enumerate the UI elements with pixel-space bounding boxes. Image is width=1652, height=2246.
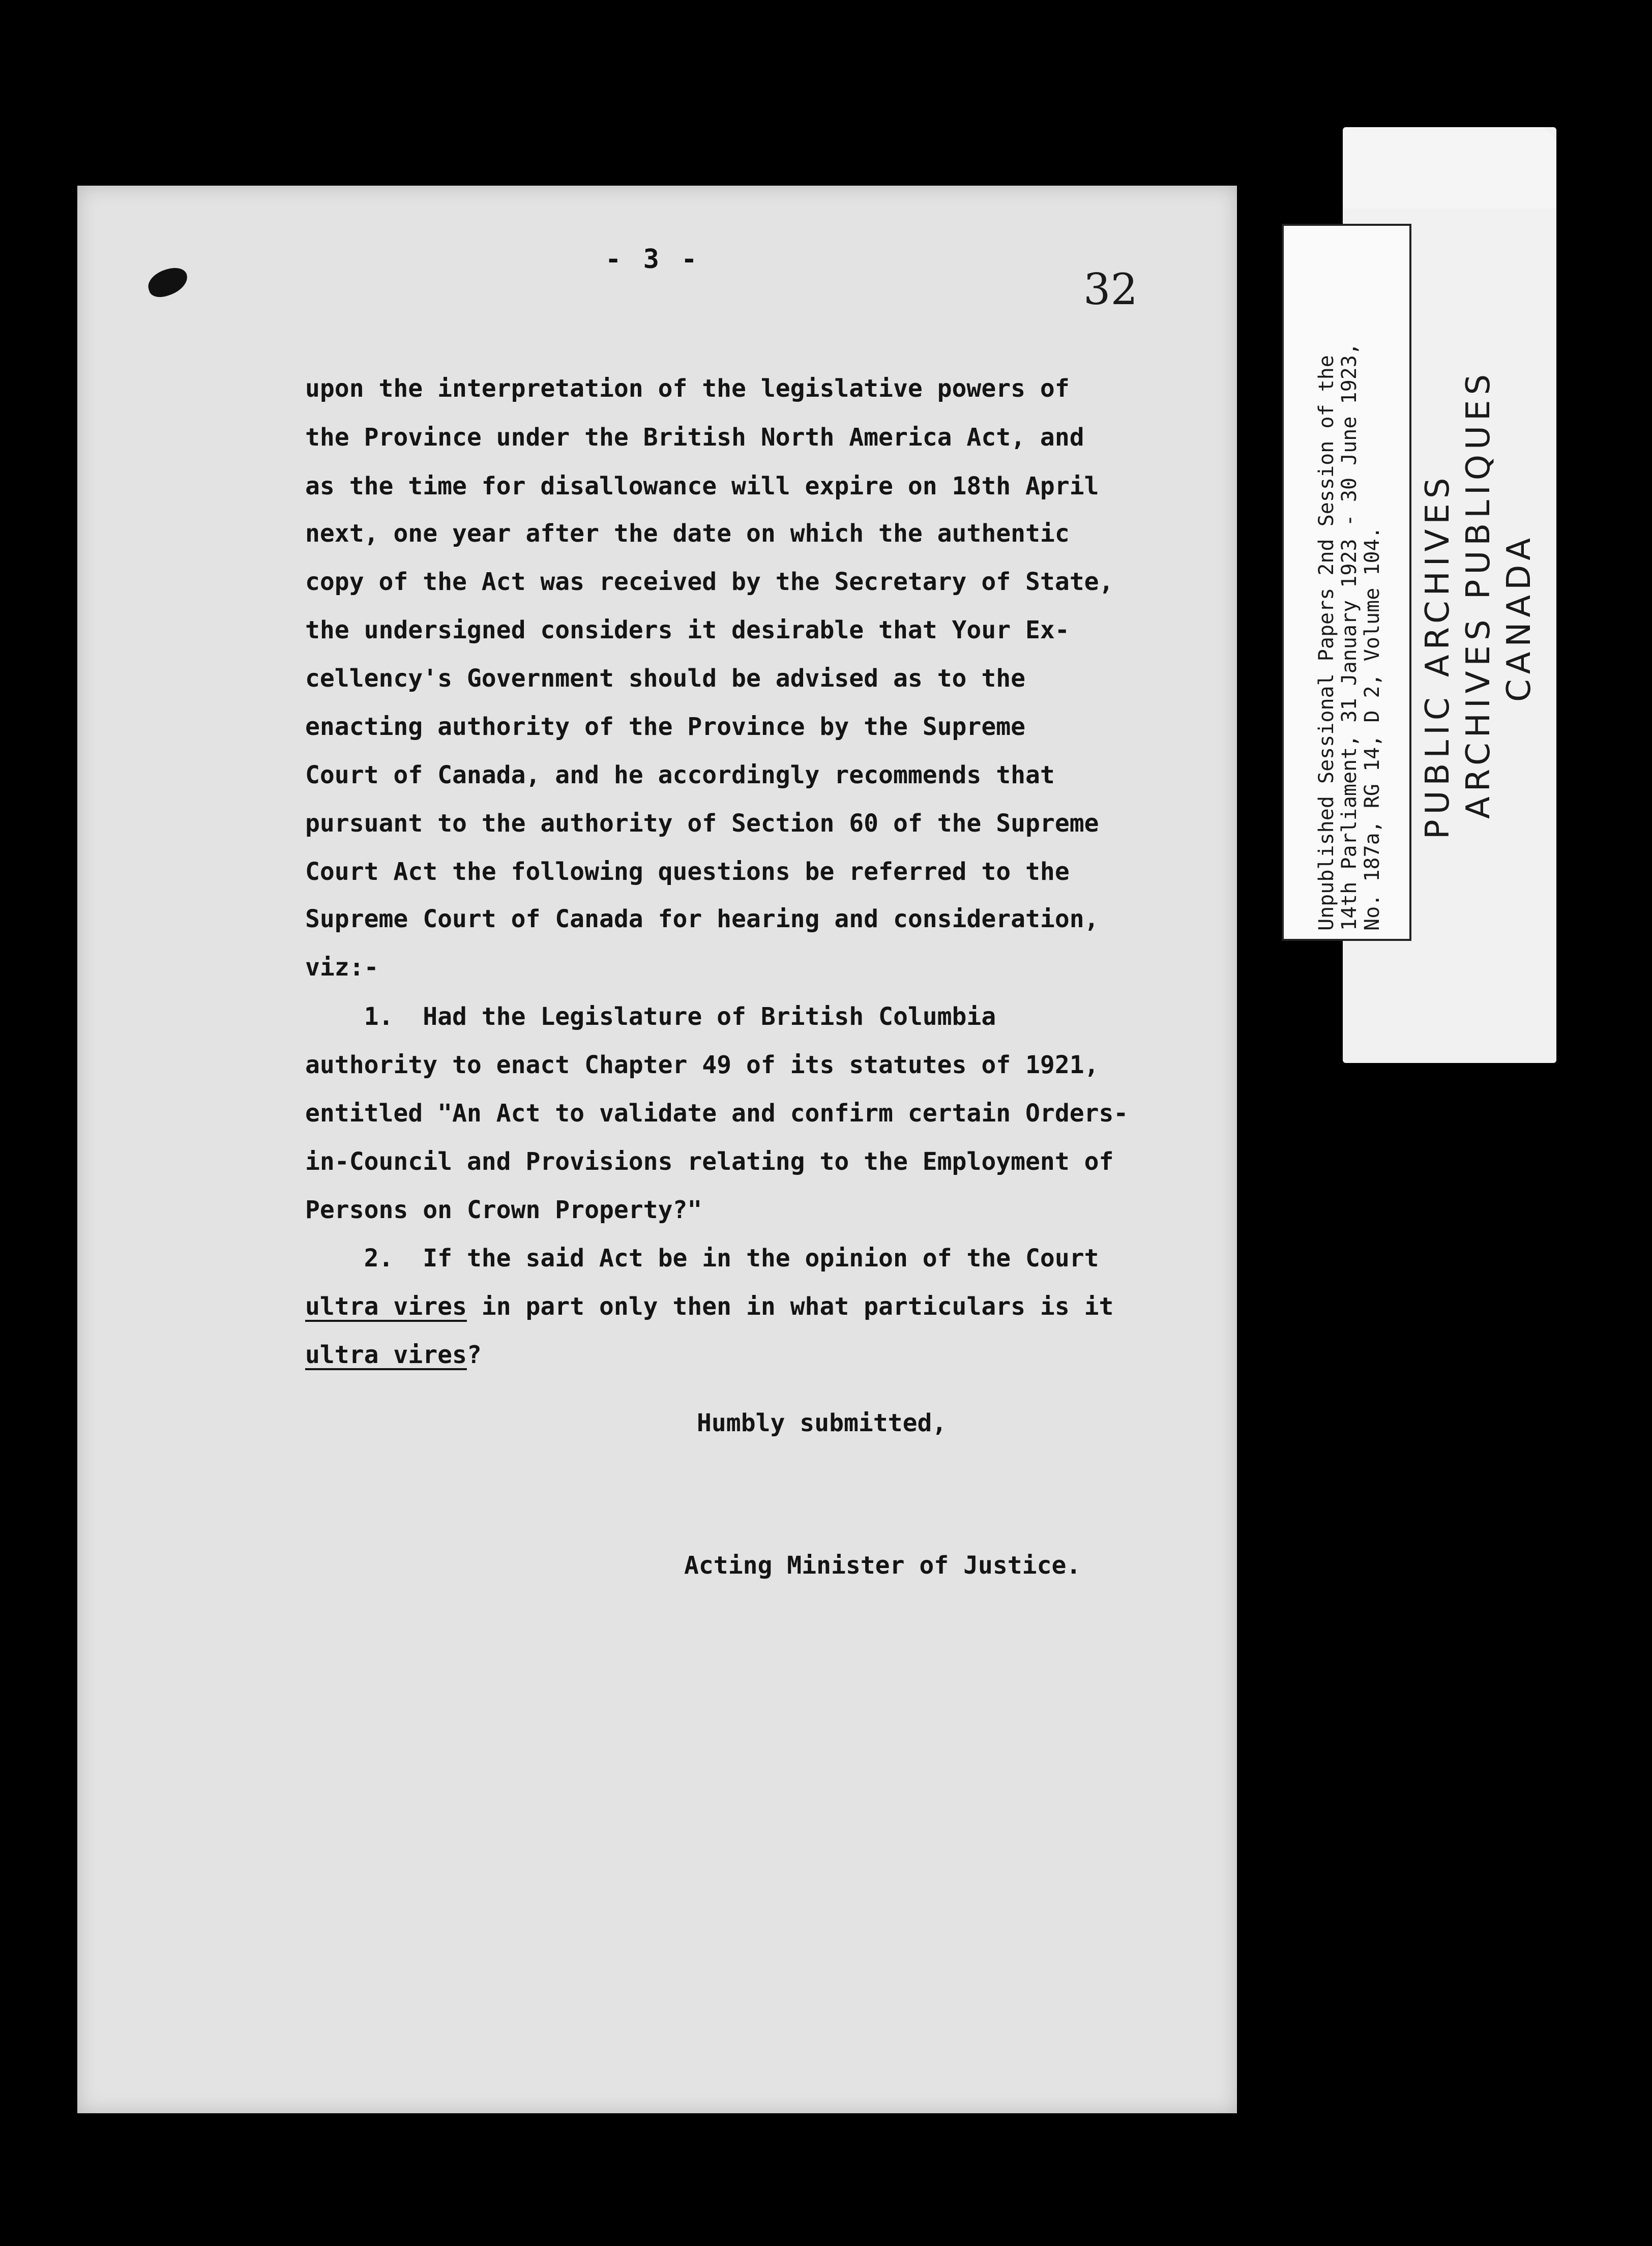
text-line: Supreme Court of Canada for hearing and consideration,: [305, 905, 1099, 933]
text-line: copy of the Act was received by the Secretary of State,: [305, 568, 1114, 596]
card-torn-edge: [1343, 127, 1556, 209]
text-line: pursuant to the authority of Section 60 of the Supreme: [305, 809, 1099, 838]
text-line: in-Council and Provisions relating to the Employment of: [305, 1147, 1114, 1176]
text-line: as the time for disallowance will expire on 18th April: [305, 472, 1099, 500]
text-line: [305, 1343, 482, 1367]
archive-stamp-line-1: PUBLIC ARCHIVES: [1419, 472, 1457, 839]
text-line: Court of Canada, and he accordingly recommends that: [305, 761, 1055, 789]
archive-stamp-line-2: ARCHIVES PUBLIQUES: [1460, 369, 1497, 819]
text-line: [305, 1294, 1113, 1319]
text-fragment: ?: [466, 1341, 482, 1369]
text-line: the Province under the British North America Act, and: [305, 423, 1084, 452]
text-line: entitled "An Act to validate and confirm certain Orders-: [305, 1099, 1129, 1128]
text-line: next, one year after the date on which the authentic: [305, 519, 1070, 548]
underlined-phrase: ultra vires: [305, 1341, 467, 1369]
closing-phrase: Humbly submitted,: [697, 1409, 947, 1437]
page-number: - 3 -: [605, 244, 700, 275]
citation-line-3: No. 187a, RG 14, D 2, Volume 104.: [1361, 526, 1384, 931]
text-line: cellency's Government should be advised as to the: [305, 664, 1026, 693]
text-line: Court Act the following questions be referred to the: [305, 858, 1070, 886]
text-line: authority to enact Chapter 49 of its statutes of 1921,: [305, 1051, 1099, 1079]
text-line: enacting authority of the Province by the Supreme: [305, 713, 1026, 741]
text-line: 2. If the said Act be in the opinion of the Court: [305, 1244, 1099, 1273]
text-line: viz:-: [305, 953, 379, 982]
folio-number: 32: [1083, 264, 1138, 314]
archive-stamp-line-3: CANADA: [1500, 533, 1538, 702]
underlined-phrase: ultra vires: [305, 1292, 467, 1321]
signature-title: Acting Minister of Justice.: [684, 1551, 1081, 1580]
text-line: 1. Had the Legislature of British Columbia: [305, 1002, 996, 1031]
citation-line-2: 14th Parliament, 31 January 1923 - 30 June 1923,: [1338, 343, 1361, 931]
text-line: the undersigned considers it desirable that Your Ex-: [305, 616, 1070, 644]
text-line: upon the interpretation of the legislative powers of: [305, 374, 1070, 403]
text-line: Persons on Crown Property?": [305, 1196, 702, 1224]
text-fragment: in part only then in what particulars is it: [466, 1292, 1114, 1321]
citation-line-1: Unpublished Sessional Papers 2nd Session of the: [1315, 355, 1338, 931]
